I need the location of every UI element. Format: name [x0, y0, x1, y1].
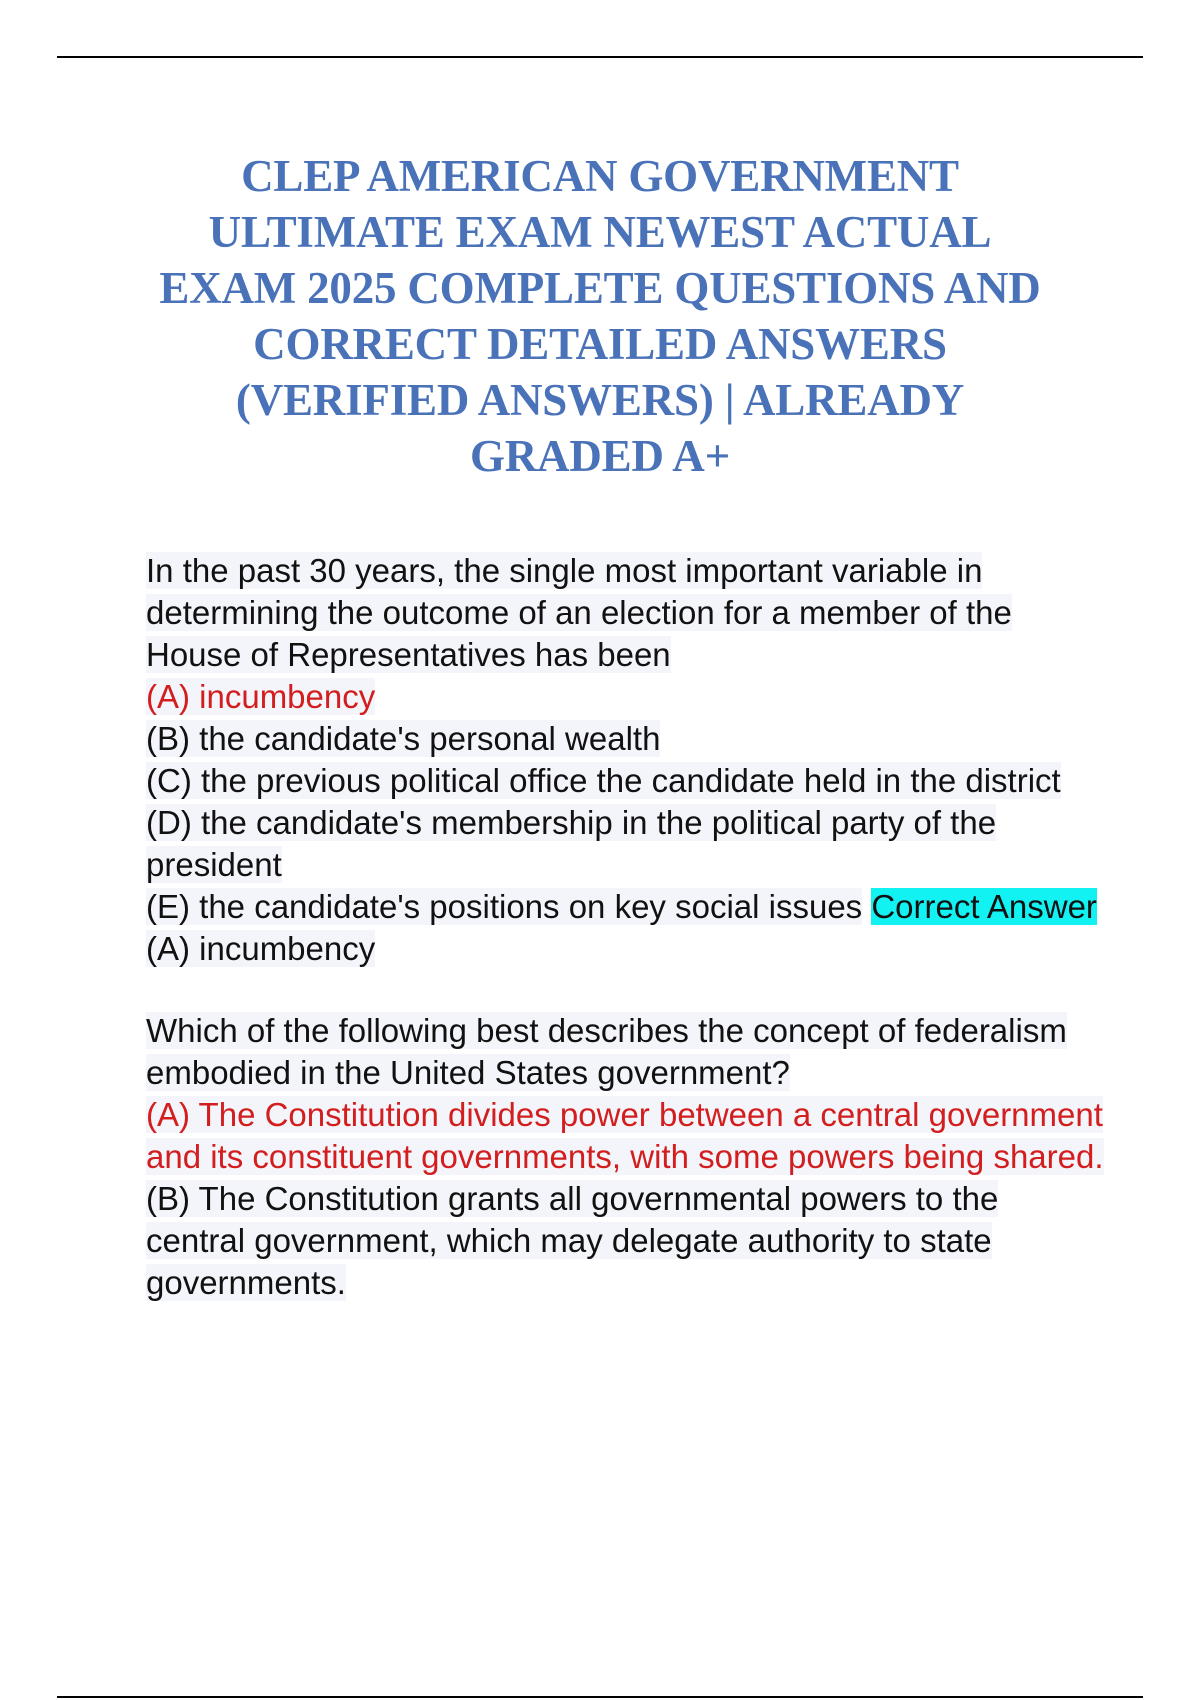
question-1-prompt: In the past 30 years, the single most important variable in determining the outcome of an election for a member of the House of Representatives has been: [146, 552, 1012, 673]
question-2-prompt: Which of the following best describes the concept of federalism embodied in the United States government?: [146, 1012, 1067, 1091]
question-2-option-b: (B) The Constitution grants all governmental powers to the central government, which may delegate authority to state governments.: [146, 1180, 999, 1301]
question-1-option-b: (B) the candidate's personal wealth: [146, 720, 661, 757]
footer-rule: [57, 1696, 1143, 1698]
question-1-option-a: (A) incumbency: [146, 678, 376, 715]
correct-answer-label: Correct Answer: [871, 888, 1097, 925]
question-1-option-e: (E) the candidate's positions on key social issues: [146, 888, 863, 925]
question-1-option-c: (C) the previous political office the candidate held in the district: [146, 762, 1061, 799]
correct-answer-value: (A) incumbency: [146, 930, 376, 967]
question-2: [146, 1010, 1106, 1304]
question-content: [146, 550, 1106, 1304]
document-title: CLEP AMERICAN GOVERNMENT ULTIMATE EXAM NEWEST ACTUAL EXAM 2025 COMPLETE QUESTIONS AND CORRECT DETAILED ANSWERS (VERIFIED ANSWERS) | ALREADY GRADED A+: [159, 151, 1041, 481]
question-1-option-d: (D) the candidate's membership in the political party of the president: [146, 804, 997, 883]
question-1: [146, 550, 1106, 970]
header-rule: [57, 56, 1143, 58]
question-2-option-a: (A) The Constitution divides power between a central government and its constituent governments, with some powers being shared.: [146, 1096, 1104, 1175]
